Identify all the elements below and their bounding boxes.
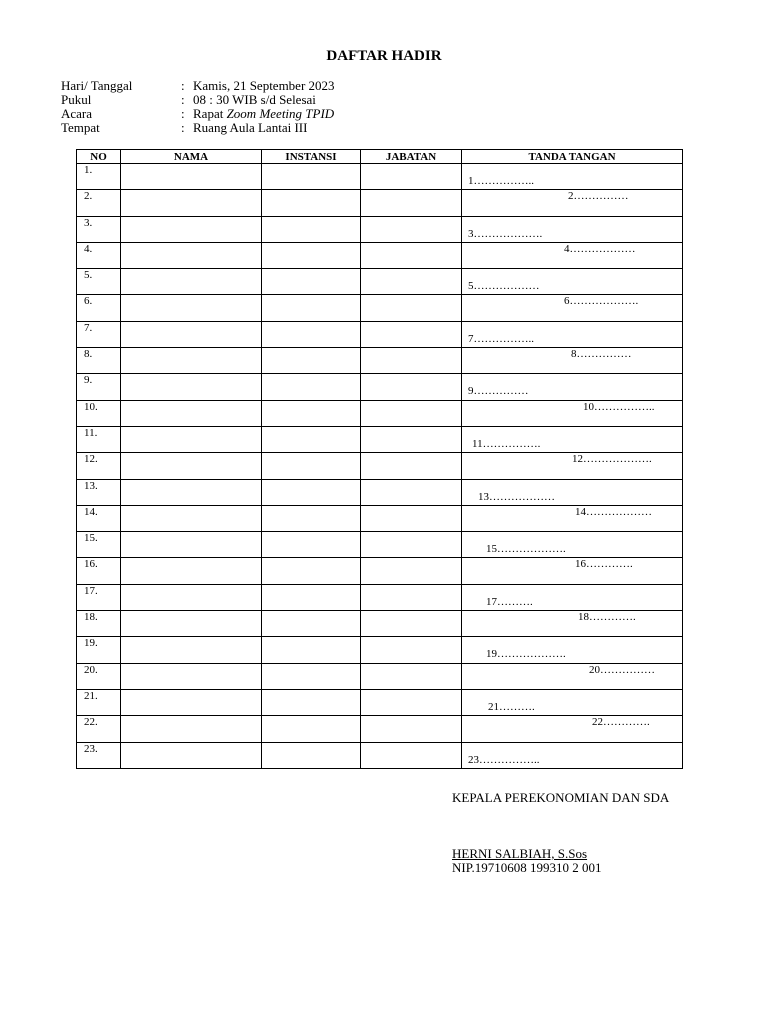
- instansi-cell[interactable]: [262, 453, 361, 479]
- signature-cell[interactable]: [462, 321, 683, 347]
- name-cell[interactable]: [121, 426, 262, 452]
- instansi-cell[interactable]: [262, 348, 361, 374]
- table-row: [77, 216, 683, 242]
- table-row: [77, 321, 683, 347]
- instansi-cell[interactable]: [262, 689, 361, 715]
- signature-line: 14………………: [575, 505, 652, 518]
- table-row: [77, 532, 683, 558]
- signature-line: 3……………….: [468, 227, 543, 240]
- signature-cell[interactable]: [462, 479, 683, 505]
- info-row-agenda: [61, 107, 335, 121]
- signatory-nip: NIP.19710608 199310 2 001: [452, 860, 602, 875]
- instansi-cell[interactable]: [262, 479, 361, 505]
- signature-line: 15……………….: [486, 543, 566, 556]
- table-row: [77, 716, 683, 742]
- instansi-cell[interactable]: [262, 216, 361, 242]
- table-row: [77, 742, 683, 768]
- signature-cell[interactable]: [462, 348, 683, 374]
- signature-line: 18………….: [578, 611, 636, 624]
- signature-cell[interactable]: [462, 532, 683, 558]
- row-number: 23.: [77, 742, 121, 768]
- row-number: 4.: [77, 242, 121, 268]
- signature-line: 5………………: [468, 280, 540, 293]
- jabatan-cell[interactable]: [361, 453, 462, 479]
- table-row: [77, 505, 683, 531]
- table-row: [77, 558, 683, 584]
- signature-line: 12……………….: [572, 453, 652, 466]
- table-row: [77, 637, 683, 663]
- signature-line: 6……………….: [564, 295, 639, 308]
- signature-cell[interactable]: [462, 716, 683, 742]
- row-number: 20.: [77, 663, 121, 689]
- row-number: 1.: [77, 164, 121, 190]
- instansi-cell[interactable]: [262, 426, 361, 452]
- table-row: [77, 584, 683, 610]
- table-row: [77, 269, 683, 295]
- signature-cell[interactable]: [462, 295, 683, 321]
- info-colon: :: [181, 120, 185, 135]
- signature-cell[interactable]: [462, 558, 683, 584]
- instansi-cell[interactable]: [262, 269, 361, 295]
- info-value-italic: Zoom Meeting TPID: [226, 106, 335, 121]
- signature-line: 11…………….: [472, 437, 541, 450]
- info-row-date: [61, 79, 335, 93]
- name-cell[interactable]: [121, 400, 262, 426]
- row-number: 6.: [77, 295, 121, 321]
- table-row: [77, 689, 683, 715]
- row-number: 5.: [77, 269, 121, 295]
- name-cell[interactable]: [121, 637, 262, 663]
- header-no: NO: [77, 150, 121, 164]
- name-cell[interactable]: [121, 374, 262, 400]
- row-number: 13.: [77, 479, 121, 505]
- info-colon: :: [181, 92, 185, 107]
- signature-cell[interactable]: [462, 242, 683, 268]
- row-number: 21.: [77, 689, 121, 715]
- jabatan-cell[interactable]: [361, 426, 462, 452]
- row-number: 9.: [77, 374, 121, 400]
- signature-cell[interactable]: [462, 584, 683, 610]
- signature-cell[interactable]: [462, 164, 683, 190]
- info-value-prefix: Rapat: [193, 106, 227, 121]
- jabatan-cell[interactable]: [361, 269, 462, 295]
- signature-line: 20……………: [589, 663, 655, 676]
- header-tanda-tangan: TANDA TANGAN: [462, 150, 683, 164]
- row-number: 14.: [77, 505, 121, 531]
- row-number: 11.: [77, 426, 121, 452]
- jabatan-cell[interactable]: [361, 321, 462, 347]
- name-cell[interactable]: [121, 479, 262, 505]
- jabatan-cell[interactable]: [361, 532, 462, 558]
- name-cell[interactable]: [121, 190, 262, 216]
- name-cell[interactable]: [121, 242, 262, 268]
- table-row: [77, 190, 683, 216]
- signature-line: 9……………: [468, 385, 529, 398]
- info-label: Pukul: [61, 92, 92, 107]
- info-label: Acara: [61, 106, 93, 121]
- name-cell[interactable]: [121, 663, 262, 689]
- table-row: [77, 663, 683, 689]
- jabatan-cell[interactable]: [361, 348, 462, 374]
- signature-line: 13………………: [478, 490, 555, 503]
- jabatan-cell[interactable]: [361, 242, 462, 268]
- table-row: [77, 164, 683, 190]
- info-value: Ruang Aula Lantai III: [193, 120, 308, 135]
- attendance-table: [76, 149, 683, 769]
- signature-cell[interactable]: [462, 216, 683, 242]
- header-instansi: INSTANSI: [262, 150, 361, 164]
- row-number: 16.: [77, 558, 121, 584]
- jabatan-cell[interactable]: [361, 663, 462, 689]
- jabatan-cell[interactable]: [361, 584, 462, 610]
- row-number: 3.: [77, 216, 121, 242]
- jabatan-cell[interactable]: [361, 611, 462, 637]
- signature-cell[interactable]: [462, 269, 683, 295]
- instansi-cell[interactable]: [262, 242, 361, 268]
- table-row: [77, 242, 683, 268]
- name-cell[interactable]: [121, 558, 262, 584]
- instansi-cell[interactable]: [262, 716, 361, 742]
- instansi-cell[interactable]: [262, 321, 361, 347]
- name-cell[interactable]: [121, 269, 262, 295]
- name-cell[interactable]: [121, 348, 262, 374]
- signature-cell[interactable]: [462, 453, 683, 479]
- row-number: 2.: [77, 190, 121, 216]
- signature-line: 17……….: [486, 595, 533, 608]
- signature-line: 2……………: [568, 190, 629, 203]
- name-cell[interactable]: [121, 611, 262, 637]
- instansi-cell[interactable]: [262, 558, 361, 584]
- signature-cell[interactable]: [462, 689, 683, 715]
- name-cell[interactable]: [121, 164, 262, 190]
- info-value: Kamis, 21 September 2023: [193, 78, 335, 93]
- instansi-cell[interactable]: [262, 190, 361, 216]
- info-row-place: [61, 121, 335, 135]
- signature-line: 1……………..: [468, 175, 534, 187]
- name-cell[interactable]: [121, 532, 262, 558]
- table-row: [77, 400, 683, 426]
- jabatan-cell[interactable]: [361, 164, 462, 190]
- row-number: 12.: [77, 453, 121, 479]
- row-number: 19.: [77, 637, 121, 663]
- signatory-position: KEPALA PEREKONOMIAN DAN SDA: [452, 790, 670, 805]
- instansi-cell[interactable]: [262, 637, 361, 663]
- info-colon: :: [181, 106, 185, 121]
- jabatan-cell[interactable]: [361, 742, 462, 768]
- signature-line: 21……….: [488, 700, 535, 713]
- jabatan-cell[interactable]: [361, 479, 462, 505]
- instansi-cell[interactable]: [262, 584, 361, 610]
- page-title: DAFTAR HADIR: [326, 48, 442, 64]
- jabatan-cell[interactable]: [361, 637, 462, 663]
- jabatan-cell[interactable]: [361, 558, 462, 584]
- instansi-cell[interactable]: [262, 505, 361, 531]
- signatory-name: HERNI SALBIAH, S.Sos: [452, 846, 588, 861]
- instansi-cell[interactable]: [262, 164, 361, 190]
- signature-line: 10……………..: [583, 400, 655, 413]
- jabatan-cell[interactable]: [361, 505, 462, 531]
- name-cell[interactable]: [121, 689, 262, 715]
- name-cell[interactable]: [121, 505, 262, 531]
- row-number: 18.: [77, 611, 121, 637]
- info-value: [193, 107, 334, 121]
- signature-cell[interactable]: [462, 400, 683, 426]
- instansi-cell[interactable]: [262, 611, 361, 637]
- name-cell[interactable]: [121, 584, 262, 610]
- instansi-cell[interactable]: [262, 374, 361, 400]
- info-label: Hari/ Tanggal: [61, 78, 133, 93]
- name-cell[interactable]: [121, 716, 262, 742]
- instansi-cell[interactable]: [262, 742, 361, 768]
- table-row: [77, 426, 683, 452]
- name-cell[interactable]: [121, 295, 262, 321]
- signature-line: 22………….: [592, 716, 650, 729]
- table-row: [77, 374, 683, 400]
- signature-line: 16………….: [575, 558, 633, 571]
- info-row-time: [61, 93, 335, 107]
- jabatan-cell[interactable]: [361, 295, 462, 321]
- signature-line: 7……………..: [468, 332, 534, 345]
- signature-cell[interactable]: [462, 663, 683, 689]
- table-header-row: [77, 150, 683, 164]
- name-cell[interactable]: [121, 453, 262, 479]
- signature-cell[interactable]: [462, 742, 683, 768]
- signature-cell[interactable]: [462, 611, 683, 637]
- table-row: [77, 453, 683, 479]
- jabatan-cell[interactable]: [361, 716, 462, 742]
- signature-cell[interactable]: [462, 637, 683, 663]
- jabatan-cell[interactable]: [361, 689, 462, 715]
- row-number: 7.: [77, 321, 121, 347]
- table-row: [77, 295, 683, 321]
- instansi-cell[interactable]: [262, 532, 361, 558]
- jabatan-cell[interactable]: [361, 400, 462, 426]
- row-number: 10.: [77, 400, 121, 426]
- instansi-cell[interactable]: [262, 295, 361, 321]
- signature-line: 23……………..: [468, 753, 540, 766]
- row-number: 8.: [77, 348, 121, 374]
- signature-line: 4………………: [564, 242, 636, 255]
- signature-cell[interactable]: [462, 374, 683, 400]
- row-number: 17.: [77, 584, 121, 610]
- jabatan-cell[interactable]: [361, 190, 462, 216]
- meeting-info: [61, 79, 335, 135]
- header-jabatan: JABATAN: [361, 150, 462, 164]
- row-number: 22.: [77, 716, 121, 742]
- signature-cell[interactable]: [462, 190, 683, 216]
- instansi-cell[interactable]: [262, 400, 361, 426]
- header-nama: NAMA: [121, 150, 262, 164]
- signature-line: 8……………: [571, 348, 632, 361]
- row-number: 15.: [77, 532, 121, 558]
- signature-cell[interactable]: [462, 505, 683, 531]
- info-colon: :: [181, 78, 185, 93]
- signature-line: 19……………….: [486, 648, 566, 661]
- table-row: [77, 348, 683, 374]
- jabatan-cell[interactable]: [361, 374, 462, 400]
- instansi-cell[interactable]: [262, 663, 361, 689]
- name-cell[interactable]: [121, 742, 262, 768]
- table-row: [77, 479, 683, 505]
- name-cell[interactable]: [121, 321, 262, 347]
- signature-cell[interactable]: [462, 426, 683, 452]
- info-label: Tempat: [61, 120, 100, 135]
- info-value: 08 : 30 WIB s/d Selesai: [193, 92, 316, 107]
- table-row: [77, 611, 683, 637]
- name-cell[interactable]: [121, 216, 262, 242]
- jabatan-cell[interactable]: [361, 216, 462, 242]
